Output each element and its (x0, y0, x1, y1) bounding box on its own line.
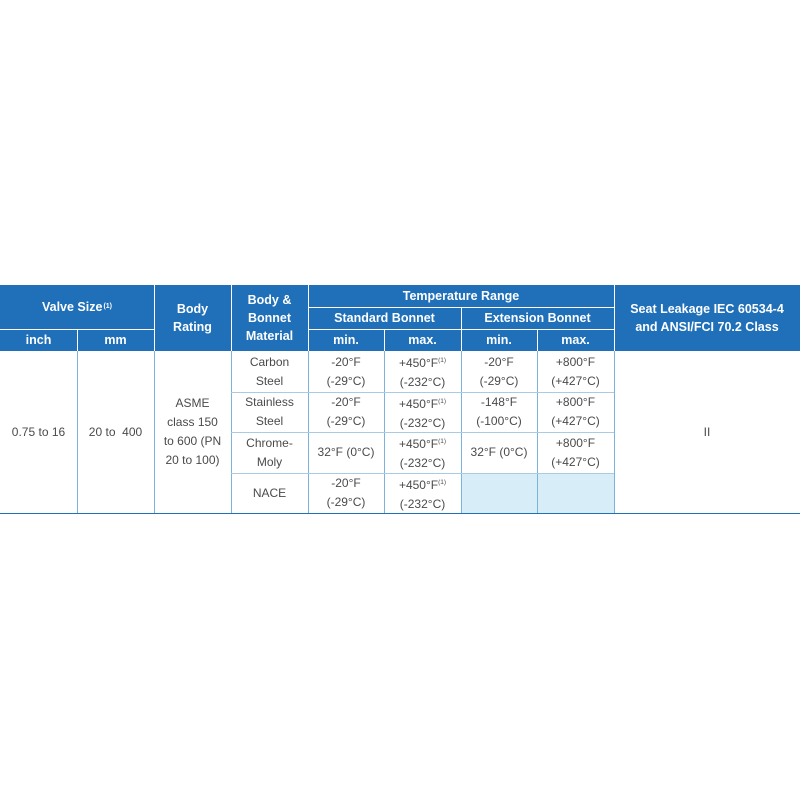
header-material (231, 285, 308, 351)
value-f: +450°F (398, 477, 439, 492)
footnote: (1) (438, 397, 447, 405)
value-c: (-100°C) (476, 414, 522, 428)
value-c: (+427°C) (551, 414, 600, 428)
cell-material-stainless-steel (231, 392, 308, 432)
value-f: -20°F (331, 395, 361, 409)
value-f: +800°F (555, 395, 596, 409)
value-c: (-232°C) (399, 496, 446, 511)
seat-leakage-line-2: and ANSI/FCI 70.2 Class (635, 320, 779, 334)
cell-body-rating (154, 351, 231, 513)
header-mm: mm (77, 329, 154, 351)
empty-cell-nace-ext-max (537, 473, 614, 513)
material-line: Chrome- (246, 435, 293, 450)
value-f: +450°F (398, 437, 439, 451)
material-line: Steel (255, 414, 284, 428)
cell-seat-leakage: II (703, 424, 711, 439)
cell-inch-value: 0.75 to 16 (11, 424, 66, 439)
value-c: (-29°C) (479, 373, 519, 388)
value-c: (-232°C) (399, 415, 446, 430)
header-temperature-range: Temperature Range (308, 285, 614, 307)
header-standard-bonnet: Standard Bonnet (308, 307, 461, 329)
header-inch: inch (0, 329, 77, 351)
value-f: +800°F (555, 354, 596, 369)
cell-ext-max (537, 351, 614, 392)
rating-line: 20 to 100) (165, 453, 220, 467)
body-rating-line-2: Rating (173, 320, 212, 334)
material-line-2: Bonnet (247, 311, 292, 325)
value-c: (-232°C) (399, 456, 446, 470)
valve-size-footnote: (1) (103, 303, 113, 310)
footnote: (1) (438, 438, 447, 445)
material-line: Moly (256, 454, 283, 469)
cell-material-carbon-steel (231, 351, 308, 392)
table-bottom-border (0, 513, 800, 514)
rating-line: to 600 (PN (163, 434, 222, 448)
body-rating-line-1: Body (176, 302, 209, 316)
cell-std-max (384, 351, 461, 392)
empty-cell-nace-ext-min (461, 473, 537, 513)
material-line: NACE (252, 485, 287, 500)
cell-std-min (308, 351, 384, 392)
material-line-3: Material (245, 329, 294, 343)
header-ext-max: max. (537, 329, 614, 351)
value-c: (-29°C) (326, 373, 366, 388)
cell-std-max (384, 392, 461, 432)
cell-std-min (308, 392, 384, 432)
header-ext-min: min. (461, 329, 537, 351)
value-f: -20°F (331, 354, 361, 369)
value-f: +450°F (398, 356, 439, 370)
value-c: (+427°C) (551, 454, 600, 469)
header-std-max: max. (384, 329, 461, 351)
value-c: (-232°C) (399, 375, 446, 389)
cell-mm-value: 20 to 400 (88, 424, 143, 439)
material-line: Steel (255, 373, 284, 388)
header-std-min: min. (308, 329, 384, 351)
cell-ext-min (461, 432, 537, 473)
material-line-1: Body & (247, 293, 292, 307)
header-extension-bonnet: Extension Bonnet (461, 307, 614, 329)
cell-std-max (384, 473, 461, 513)
cell-ext-min (461, 351, 537, 392)
value-c: (-29°C) (326, 495, 366, 509)
value-c: (+427°C) (551, 373, 600, 388)
specification-table (0, 285, 800, 513)
value-f: -20°F (484, 354, 514, 369)
footnote: (1) (438, 478, 447, 486)
header-body-rating (154, 285, 231, 351)
value-f: 32°F (0°C) (470, 445, 528, 459)
rating-line: ASME (175, 396, 210, 410)
cell-std-max (384, 432, 461, 473)
footnote: (1) (438, 357, 447, 364)
cell-ext-max (537, 392, 614, 432)
material-line: Carbon (249, 354, 290, 369)
value-f: +800°F (555, 435, 596, 450)
value-f: -148°F (480, 395, 518, 409)
cell-ext-max (537, 432, 614, 473)
cell-std-min (308, 432, 384, 473)
cell-material-nace (231, 473, 308, 513)
rating-line: class 150 (167, 415, 218, 429)
seat-leakage-line-1: Seat Leakage IEC 60534-4 (630, 302, 784, 316)
header-valve-size (0, 285, 154, 329)
value-f: -20°F (331, 476, 361, 490)
value-c: (-29°C) (326, 414, 366, 428)
cell-std-min (308, 473, 384, 513)
cell-ext-min (461, 392, 537, 432)
value-f: +450°F (398, 396, 439, 411)
valve-size-label: Valve Size (41, 300, 103, 314)
material-line: Stainless (245, 395, 294, 409)
cell-material-chrome-moly (231, 432, 308, 473)
value-f: 32°F (0°C) (317, 445, 375, 459)
header-seat-leakage (614, 285, 800, 351)
